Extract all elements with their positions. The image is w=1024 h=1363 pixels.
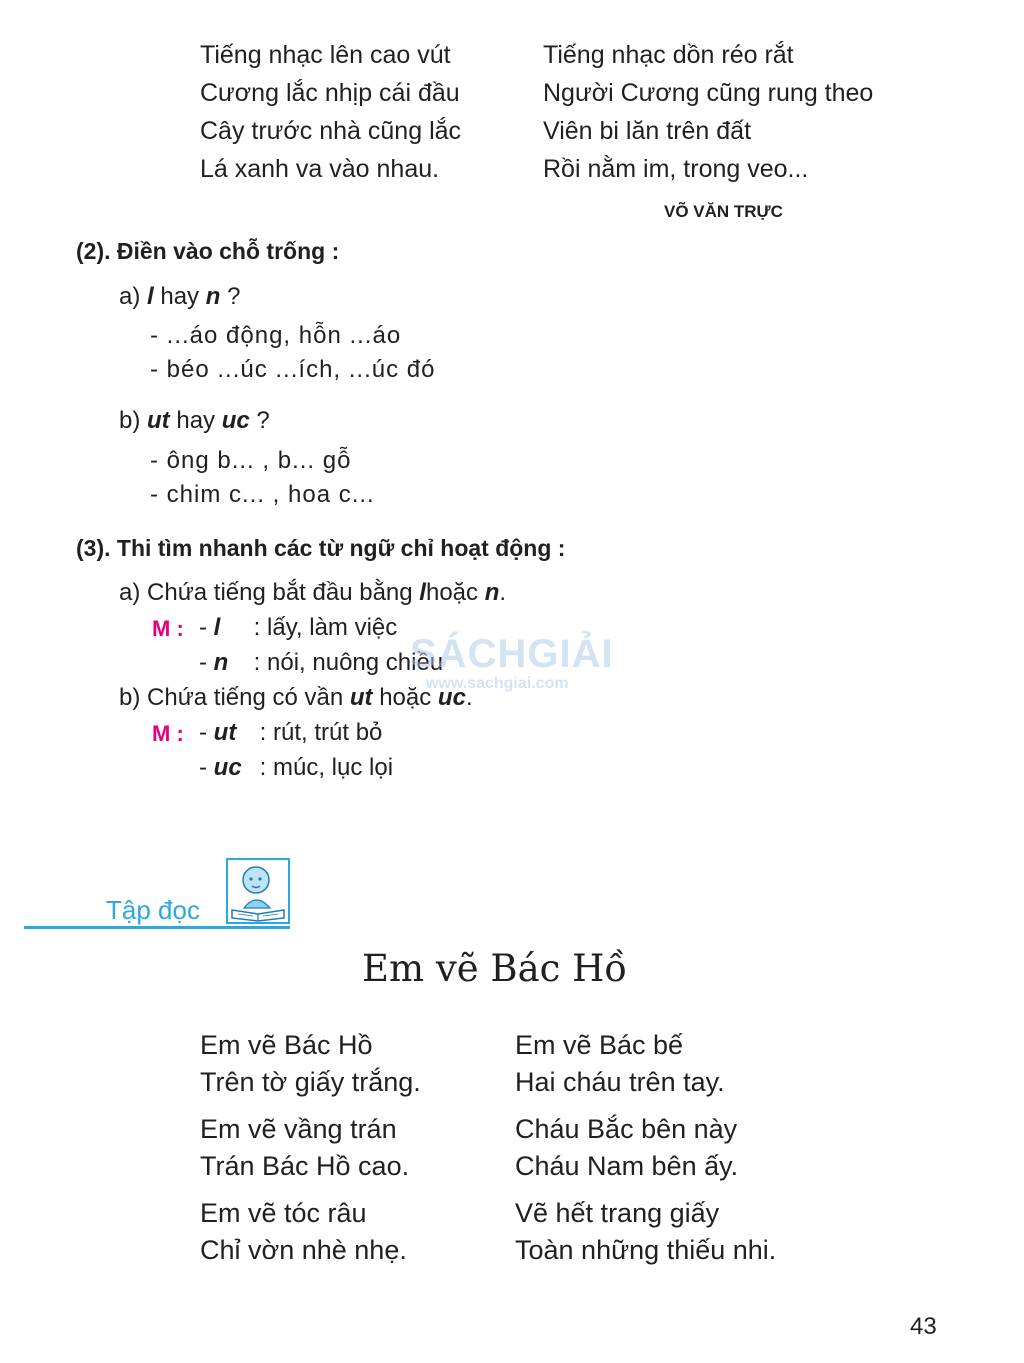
example-label: M :: [152, 616, 184, 641]
word-hay: hay: [160, 283, 200, 310]
watermark-brand: SÁCHGIẢI: [410, 632, 614, 676]
prompt-text: b) Chứa tiếng có vần: [119, 684, 344, 711]
rhyme-uc: uc: [437, 684, 466, 711]
letter-l: l: [147, 283, 154, 310]
verse-line: Toàn những thiếu nhi.: [515, 1235, 777, 1265]
section-underline: [24, 926, 290, 929]
example-value: : múc, lục lọi: [259, 754, 394, 781]
prompt-text: hoặc: [379, 684, 432, 711]
verse-line: Viên bi lăn trên đất: [543, 117, 752, 145]
letter-l: l: [419, 579, 426, 606]
verse-line: Tiếng nhạc lên cao vút: [200, 41, 451, 69]
example-label: M :: [152, 721, 184, 746]
example-row: [199, 614, 397, 642]
exercise-2b-line: - ông b... , b... gỗ: [150, 447, 352, 474]
example-key: l: [213, 614, 221, 641]
section-header: [0, 855, 300, 935]
example-key: uc: [213, 754, 242, 781]
exercise-2a-line: - béo ...úc ...ích, ...úc đó: [150, 356, 436, 383]
example-row: [199, 754, 393, 782]
verse-line: Rồi nằm im, trong veo...: [543, 155, 809, 183]
page-number: 43: [910, 1313, 937, 1340]
prompt-text: a) Chứa tiếng bắt đầu bằng: [119, 579, 413, 606]
poem-author: VÕ VĂN TRỰC: [664, 202, 783, 221]
verse-line: Hai cháu trên tay.: [515, 1067, 725, 1097]
example-row: [199, 649, 443, 677]
verse-line: Trên tờ giấy trắng.: [200, 1067, 421, 1097]
poem-main-col2: [515, 1027, 776, 1269]
stanza: [200, 1027, 421, 1101]
rhyme-ut: ut: [349, 684, 373, 711]
poem-top-col1: [200, 36, 461, 188]
exercise-3a-prompt: [119, 579, 506, 607]
exercise-2-title: (2). Điền vào chỗ trống :: [76, 238, 340, 264]
prompt-end: .: [499, 579, 507, 606]
item-prefix: a): [119, 283, 141, 310]
verse-line: Em vẽ tóc râu: [200, 1198, 367, 1228]
rhyme-ut: ut: [147, 407, 170, 434]
letter-n: n: [484, 579, 500, 606]
verse-line: Cháu Nam bên ấy.: [515, 1151, 739, 1181]
verse-line: Chỉ vờn nhè nhẹ.: [200, 1235, 407, 1265]
verse-line: Trán Bác Hồ cao.: [200, 1151, 410, 1181]
example-value: : nói, nuông chiều: [253, 649, 444, 676]
watermark: [410, 632, 614, 693]
prompt-text: hoặc: [425, 579, 479, 606]
poem-main-col1: [200, 1027, 421, 1269]
dash: -: [199, 649, 207, 676]
stanza: [515, 1111, 776, 1185]
verse-line: Cây trước nhà cũng lắc: [200, 117, 462, 145]
example-key: n: [213, 649, 229, 676]
verse-line: Vẽ hết trang giấy: [515, 1198, 720, 1228]
example-value: : rút, trút bỏ: [259, 719, 383, 746]
dash: -: [199, 614, 207, 641]
verse-line: Cương lắc nhịp cái đầu: [200, 79, 460, 107]
verse-line: Lá xanh va vào nhau.: [200, 155, 440, 183]
verse-line: Người Cương cũng rung theo: [543, 79, 874, 107]
prompt-end: .: [465, 684, 473, 711]
exercise-2b-prompt: [119, 407, 270, 435]
stanza: [515, 1195, 776, 1269]
exercise-3-title: (3). Thi tìm nhanh các từ ngữ chỉ hoạt động :: [76, 535, 566, 561]
watermark-url: www.sachgiai.com: [426, 675, 569, 692]
verse-line: Em vẽ Bác Hồ: [200, 1030, 373, 1060]
word-hay: hay: [176, 407, 216, 434]
verse-line: Em vẽ vầng trán: [200, 1114, 397, 1144]
verse-line: Cháu Bắc bên này: [515, 1114, 738, 1144]
reading-child-icon: [226, 858, 290, 924]
exercise-2a-prompt: [119, 283, 240, 311]
question-mark: ?: [227, 283, 241, 310]
stanza: [200, 1111, 421, 1185]
example-key: ut: [213, 719, 237, 746]
poem-top-col2: [543, 36, 873, 188]
dash: -: [199, 754, 207, 781]
question-mark: ?: [256, 407, 270, 434]
section-label: Tập đọc: [106, 895, 200, 925]
stanza: [200, 1195, 421, 1269]
rhyme-uc: uc: [221, 407, 250, 434]
item-prefix: b): [119, 407, 141, 434]
dash: -: [199, 719, 207, 746]
exercise-2b-line: - chim c... , hoa c...: [150, 481, 375, 508]
example-value: : lấy, làm việc: [253, 614, 398, 641]
example-row: [199, 719, 382, 747]
letter-n: n: [205, 283, 221, 310]
poem-title: Em vẽ Bác Hồ: [362, 947, 628, 990]
verse-line: Em vẽ Bác bế: [515, 1030, 684, 1060]
stanza: [515, 1027, 776, 1101]
verse-line: Tiếng nhạc dồn réo rắt: [543, 41, 794, 69]
exercise-2a-line: - ...áo động, hỗn ...áo: [150, 322, 402, 349]
